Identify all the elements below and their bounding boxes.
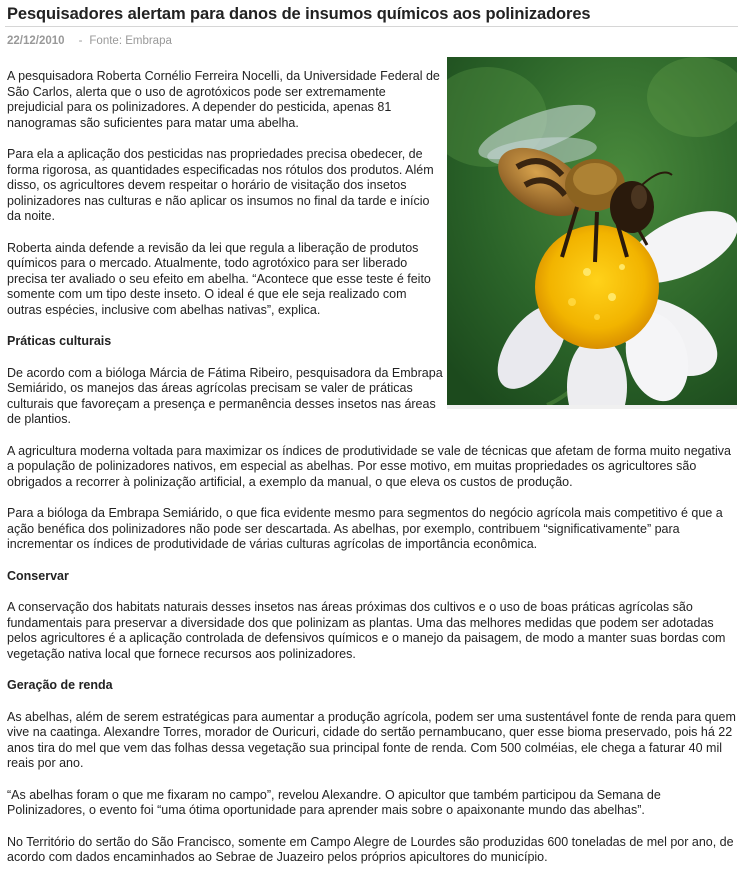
paragraph-conservar-1: A conservação dos habitats naturais desses insetos nas áreas próximas dos cultivos e o uso de boas práticas agrícolas são fundamentais para preservar a diversidade dos que polinizam as plantas. Uma das melhores medidas que podem ser adotadas pelos agricultores é a aplicação controlada de defensivos químicos e o manejo da paisagem, de modo a manter suas bordas com vegetação nativa local que fornece recursos aos polinizadores. [7, 600, 726, 661]
paragraph-renda-2: “As abelhas foram o que me fixaram no campo”, revelou Alexandre. O apicultor que também participou da Semana de Polinizadores, o evento foi “uma ótima oportunidade para aprender mais sobre o apaixonante mundo das abelhas”. [7, 787, 661, 817]
article-source: Fonte: Embrapa [89, 35, 172, 47]
article-body [7, 69, 737, 882]
section-heading-praticas: Práticas culturais [7, 334, 112, 348]
title-divider [5, 26, 738, 27]
article-meta [7, 35, 172, 47]
paragraph-praticas-1: De acordo com a bióloga Márcia de Fátima Ribeiro, pesquisadora da Embrapa Semiárido, os manejos das áreas agrícolas precisam se valer de práticas culturais que favoreçam a presença e permanência desses insetos nas áreas de plantios. [7, 365, 443, 426]
section-heading-conservar: Conservar [7, 568, 69, 583]
meta-separator: - [78, 35, 83, 47]
article-title: Pesquisadores alertam para danos de insumos químicos aos polinizadores [7, 5, 591, 23]
paragraph-intro-2: Para ela a aplicação dos pesticidas nas propriedades precisa obedecer, de forma rigorosa, as quantidades especificadas nos rótulos dos produtos. Além disso, os agricultores devem respeitar o horário de visitação dos insetos polinizadores nas culturas e não aplicar os insumos no final da tarde e início da noite. [7, 147, 434, 223]
paragraph-praticas-3: Para a bióloga da Embrapa Semiárido, o que fica evidente mesmo para segmentos do negócio agrícola mais competitivo é que a ação benéfica dos polinizadores não pode ser descartada. As abelhas, por exemplo, contribuem “significativamente” para incrementar os índices de produtividade de várias culturas agrícolas de importância econômica. [7, 506, 723, 551]
article-date: 22/12/2010 [7, 35, 65, 47]
paragraph-renda-3: No Território do sertão do São Francisco, somente em Campo Alegre de Lourdes são produzidas 600 toneladas de mel por ano, de acordo com dados encaminhados ao Sebrae de Juazeiro pelos próprios apicultores do município. [7, 834, 734, 864]
paragraph-renda-1: As abelhas, além de serem estratégicas para aumentar a produção agrícola, podem ser uma sustentável fonte de renda para quem vive na caatinga. Alexandre Torres, morador de Ouricuri, cidade do sertão pernambucano, quer esse bioma preservado, pois há 22 anos tira do mel que vem das folhas dessa vegetação sua principal fonte de renda. Com 500 colméias, ele chega a faturar 40 mil reais por ano. [7, 709, 736, 770]
section-heading-renda: Geração de renda [7, 678, 113, 692]
paragraph-praticas-2: A agricultura moderna voltada para maximizar os índices de produtividade se vale de técnicas que afetam de forma muito negativa a população de polinizadores nativos, em especial as abelhas. Por esse motivo, em muitas propriedades os agricultores são obrigados a recorrer à polinização artificial, a exemplo da manual, o que eleva os custos de produção. [7, 443, 732, 489]
paragraph-intro-1: A pesquisadora Roberta Cornélio Ferreira Nocelli, da Universidade Federal de São Carlos, alerta que o uso de agrotóxicos pode ser extremamente prejudicial para os polinizadores. A depender do pesticida, apenas 81 nanogramas são suficientes para matar uma abelha. [7, 69, 440, 130]
paragraph-intro-3: Roberta ainda defende a revisão da lei que regula a liberação de produtos químicos para o mercado. Atualmente, todo agrotóxico para ser liberado precisa ter avaliado o seu efeito em abelha. “Acontece que esse teste é feito somente com um tipo deste inseto. O ideal é que ele seja realizado com outras espécies, inclusive com abelhas nativas”, explica. [7, 240, 431, 317]
